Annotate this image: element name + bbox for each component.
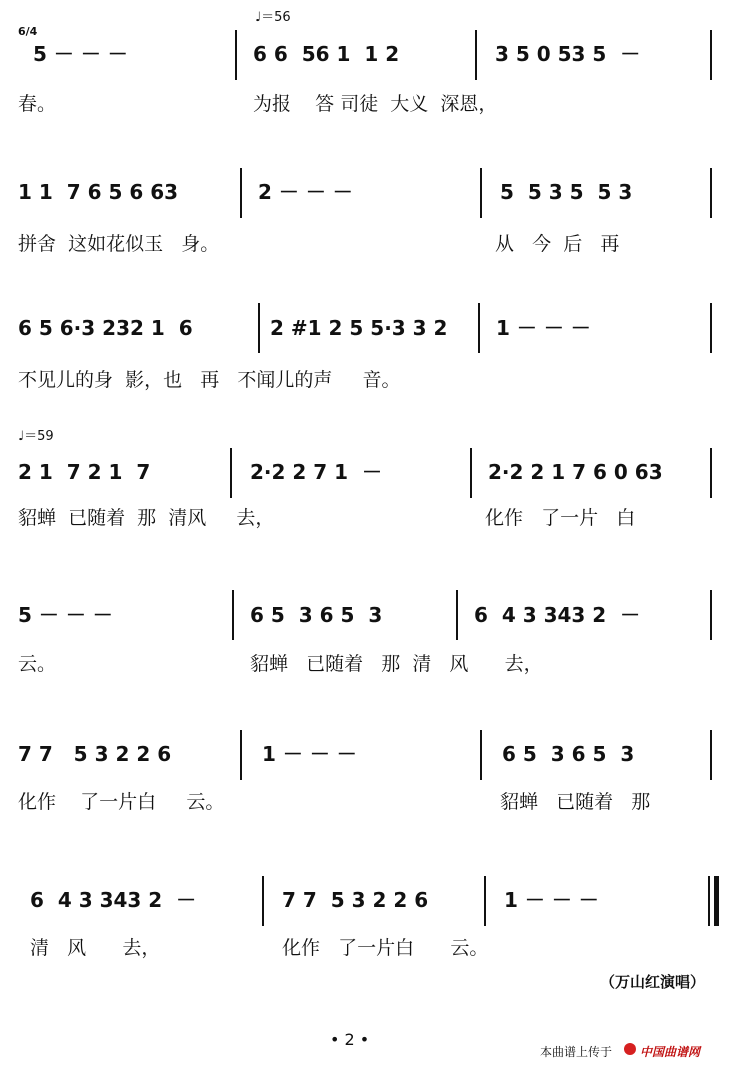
barline — [232, 590, 234, 640]
lyrics-line: 不见儿的身 影，也 再 不闻儿的声 音。 — [18, 369, 401, 391]
notes-measure: 1 － － － — [504, 888, 599, 912]
tempo-marking: ♩＝59 — [18, 429, 54, 444]
barline — [475, 30, 477, 80]
notes-measure: 7 7 5 3 2 2 6 — [282, 888, 429, 912]
barline — [480, 730, 482, 780]
notes-measure: 1 － － － — [262, 742, 357, 766]
barline — [240, 168, 242, 218]
lyrics-line: 从 今 后 再 — [495, 233, 620, 255]
barline — [456, 590, 458, 640]
final-barline-thick — [714, 876, 719, 926]
lyrics-line: 貂蝉 已随着 那 — [500, 791, 651, 813]
lyrics-line: 貂蝉 已随着 那 清 风 去， — [250, 653, 543, 675]
notes-measure: 5 5 3 5 5 3 — [500, 180, 633, 204]
lyrics-line: 为报 答 司徒 大义 深恩， — [253, 93, 498, 115]
barline — [230, 448, 232, 498]
lyrics-line: 貂蝉 已随着 那 清风 去， — [18, 507, 275, 529]
barline — [710, 168, 712, 218]
notes-measure: 3 5 0 53 5 － — [495, 42, 641, 66]
barline — [484, 876, 486, 926]
barline — [258, 303, 260, 353]
barline — [710, 30, 712, 80]
notes-measure: 1 1 7 6 5 6 63 — [18, 180, 179, 204]
barline — [710, 730, 712, 780]
barline — [478, 303, 480, 353]
barline — [470, 448, 472, 498]
notes-measure: 6 4 3 343 2 － — [30, 888, 197, 912]
site-logo-icon — [624, 1043, 636, 1055]
tempo-marking: ♩＝56 — [255, 10, 291, 25]
notes-measure: 6 4 3 343 2 － — [474, 603, 641, 627]
notes-measure: 6 5 6·3 232 1 6 — [18, 316, 193, 340]
barline — [240, 730, 242, 780]
final-barline-thin — [708, 876, 710, 926]
lyrics-line: 化作 了一片白 云。 — [282, 937, 489, 959]
lyrics-line: 春。 — [18, 93, 57, 115]
lyrics-line: 云。 — [18, 653, 57, 675]
barline — [710, 303, 712, 353]
notes-measure: 6 6 56 1 1 2 — [253, 42, 400, 66]
barline — [480, 168, 482, 218]
barline — [710, 590, 712, 640]
barline — [262, 876, 264, 926]
notes-measure: 7 7 5 3 2 2 6 — [18, 742, 172, 766]
notes-measure: 2·2 2 1 7 6 0 63 — [488, 460, 663, 484]
singer-credit: （万山红演唱） — [600, 973, 706, 991]
notes-measure: 2·2 2 7 1 － — [250, 460, 382, 484]
notes-measure: 6 5 3 6 5 3 — [502, 742, 635, 766]
notes-measure: 1 － － － — [496, 316, 591, 340]
barline — [710, 448, 712, 498]
lyrics-line: 化作 了一片白 云。 — [18, 791, 225, 813]
lyrics-line: 化作 了一片 白 — [485, 507, 636, 529]
notes-measure: 2 － － － — [258, 180, 353, 204]
notes-measure: 5 － － － — [18, 603, 113, 627]
upload-credit: 本曲谱上传于 — [540, 1045, 613, 1059]
barline — [235, 30, 237, 80]
notes-measure: 5 － － － — [33, 42, 128, 66]
notes-measure: 6 5 3 6 5 3 — [250, 603, 383, 627]
lyrics-line: 清 风 去， — [30, 937, 161, 959]
page-number: • 2 • — [330, 1030, 370, 1049]
lyrics-line: 拼舍 这如花似玉 身。 — [18, 233, 220, 255]
meter-signature: 6/4 — [18, 25, 38, 38]
notes-measure: 2 #1 2 5 5·3 3 2 — [270, 316, 448, 340]
site-name: 中国曲谱网 — [640, 1045, 701, 1059]
notes-measure: 2 1 7 2 1 7 — [18, 460, 151, 484]
